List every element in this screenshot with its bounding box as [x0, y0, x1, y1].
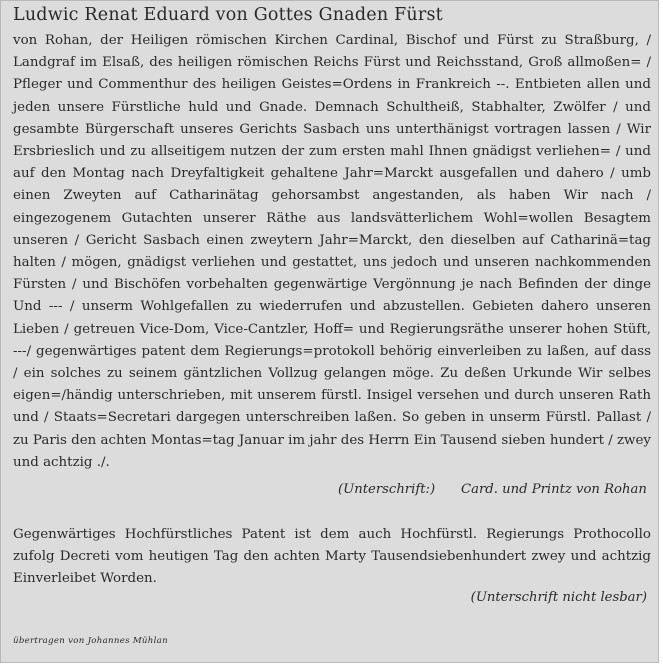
- document-title: Ludwic Renat Eduard von Gottes Gnaden Fürst: [13, 5, 443, 25]
- signature-name: Card. und Printz von Rohan: [461, 482, 647, 497]
- transcriber-credit: übertragen von Johannes Mühlan: [13, 636, 168, 646]
- unreadable-signature: (Unterschrift nicht lesbar): [470, 590, 647, 605]
- patent-note: Gegenwärtiges Hochfürstliches Patent ist dem auch Hochfürstl. Regierungs Prothocollo zufolg Decreti vom heutigen Tag den achten Marty Tausendsiebenhundert zwey und achtzig Einverleibet Worden.: [13, 527, 651, 587]
- signature-label: (Unterschrift:): [338, 482, 436, 497]
- document-body: von Rohan, der Heiligen römischen Kirchen Cardinal, Bischof und Fürst zu Straßburg, / Landgraf im Elsaß, des heiligen römischen Reichs Fürst und Reichsstand, Groß allmoßen= / Pfleger und Commenthur des heiligen Geistes=Ordens in Frankreich --. Entbieten allen und jeden unsere Fürstliche huld und Gnade. Demnach Schultheiß, Stabhalter, Zwölfer / und gesambte Bürgerschaft unseres Gerichts Sasbach uns unterthänigst vortragen lassen / Wir Ersbrieslich und zu allseitigem nutzen der zum ersten mahl Ihnen gnädigst verliehen= / und auf den Montag nach Dreyfaltigkeit gehaltene Jahr=Marckt ausgefallen und dahero / umb einen Zweyten auf Catharinätag gehorsambst angestanden, als haben Wir nach / eingezogenem Gutachten unserer Räthe aus landsvätterlichem Wohl=wollen Besagtem unseren / Gericht Sasbach einen zweytern Jahr=Marckt, den dieselben auf Catharinä=tag halten / mögen, gnädigst verliehen und gestattet, uns jedoch und unseren nachkommenden Fürsten / und Bischöfen vorbehalten gegenwärtige Vergönnung je nach Befinden der dinge Und --- / unserm Wohlgefallen zu wiederrufen und abzustellen. Gebieten dahero unseren Lieben / getreuen Vice-Dom, Vice-Cantzler, Hoff= und Regierungsräthe unserer hohen Stüft, ---/ gegenwärtiges patent dem Regierungs=protokoll behörig einverleiben zu laßen, auf dass / ein solches zu seinem gäntzlichen Vollzug gelangen möge. Zu deßen Urkunde Wir selbes eigen=/händig unterschrieben, mit unserem fürstl. Insigel versehen und durch unseren Rath und / Staats=Secretari dargegen unterschreiben laßen. So geben in unserm Fürstl. Pallast / zu Paris den achten Montas=tag Januar im jahr des Herrn Ein Tausend sieben hundert / zwey und achtzig ./.: [13, 33, 651, 470]
